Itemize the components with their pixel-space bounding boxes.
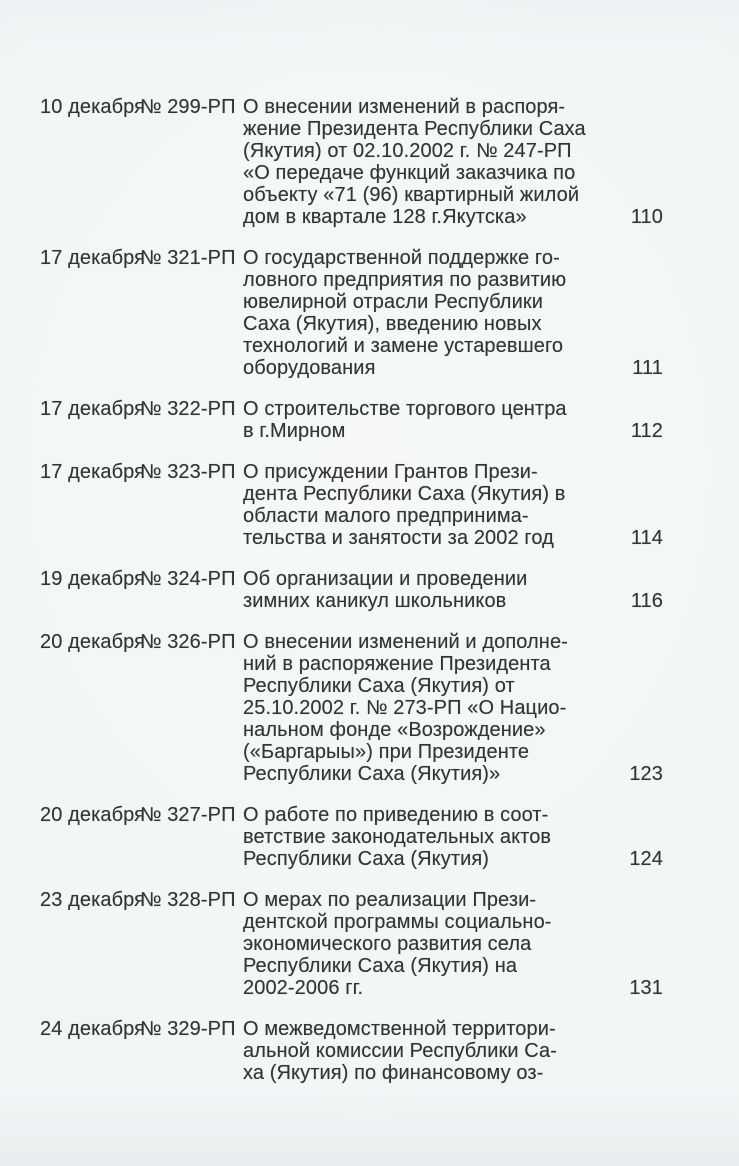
- entry-date: 20 декабря: [40, 631, 146, 653]
- entry-title: [243, 568, 611, 612]
- entry-page-number: 123: [629, 763, 663, 785]
- entry-title-line: экономического развития села: [243, 933, 532, 955]
- entry-number: № 322-РП: [140, 398, 236, 420]
- entry-title-line: (Якутия) от 02.10.2002 г. № 247-РП: [243, 140, 572, 162]
- entry-number: № 326-РП: [140, 631, 236, 653]
- entry-title-line: области малого предпринима-: [243, 505, 529, 527]
- entry-title-line: ний в распоряжение Президента: [243, 653, 551, 675]
- toc-entry: [40, 1018, 663, 1084]
- entry-title-line: О внесении изменений и дополне-: [243, 631, 568, 653]
- entry-title-line: дента Республики Саха (Якутия) в: [243, 483, 566, 505]
- entry-title-line: ловного предприятия по развитию: [243, 269, 567, 291]
- entry-title-line: ветствие законодательных актов: [243, 826, 552, 848]
- entry-title-line: О работе по приведению в соот-: [243, 804, 549, 826]
- entry-heading: [40, 804, 243, 826]
- toc-entry: [40, 631, 663, 785]
- entry-title-line: альной комиссии Республики Са-: [243, 1040, 557, 1062]
- entry-title: [243, 804, 611, 870]
- toc-entry: [40, 96, 663, 228]
- entry-title-line: ха (Якутия) по финансовому оз-: [243, 1062, 544, 1084]
- entry-page-number: 124: [629, 848, 663, 870]
- entry-number: № 323-РП: [140, 461, 236, 483]
- entry-title-line: Республики Саха (Якутия) от: [243, 675, 515, 697]
- entry-date: 17 декабря: [40, 398, 146, 420]
- entry-title-line: О государственной поддержке го-: [243, 247, 560, 269]
- entry-title-line: Саха (Якутия), введению новых: [243, 313, 542, 335]
- entry-title-line: дентской программы социально-: [243, 911, 552, 933]
- entry-title: [243, 398, 611, 442]
- entry-number: № 328-РП: [140, 889, 236, 911]
- entry-title-line: О межведомственной территори-: [243, 1018, 556, 1040]
- entry-title-line: О строительстве торгового центра: [243, 398, 567, 420]
- toc-entry: [40, 804, 663, 870]
- entry-title-line: зимних каникул школьников: [243, 590, 507, 612]
- toc-entry: [40, 889, 663, 999]
- entry-title-line: Республики Саха (Якутия): [243, 848, 490, 870]
- toc-entry: [40, 247, 663, 379]
- entry-title-line: объекту «71 (96) квартирный жилой: [243, 184, 580, 206]
- entry-heading: [40, 631, 243, 653]
- entry-number: № 321-РП: [140, 247, 236, 269]
- entry-date: 24 декабря: [40, 1018, 146, 1040]
- entry-page-number: 114: [630, 527, 663, 549]
- entry-title: [243, 461, 611, 549]
- entry-heading: [40, 889, 243, 911]
- entry-heading: [40, 247, 243, 269]
- entry-title-line: в г.Мирном: [243, 420, 346, 442]
- toc-entry: [40, 568, 663, 612]
- entry-date: 19 декабря: [40, 568, 146, 590]
- entry-page-number: 116: [630, 590, 663, 612]
- entry-number: № 329-РП: [140, 1018, 236, 1040]
- entry-date: 17 декабря: [40, 247, 146, 269]
- entry-title-line: «О передаче функций заказчика по: [243, 162, 576, 184]
- entry-heading: [40, 1018, 243, 1040]
- entry-date: 23 декабря: [40, 889, 146, 911]
- entry-title-line: 25.10.2002 г. № 273-РП «О Нацио-: [243, 697, 567, 719]
- entry-number: № 324-РП: [140, 568, 236, 590]
- entry-title-line: («Баргарыы») при Президенте: [243, 741, 530, 763]
- entry-page-number: 131: [629, 977, 663, 999]
- entry-title-line: Республики Саха (Якутия)»: [243, 763, 501, 785]
- toc-entry: [40, 461, 663, 549]
- entry-number: № 299-РП: [140, 96, 236, 118]
- entry-title-line: 2002-2006 гг.: [243, 977, 364, 999]
- entry-title: [243, 96, 611, 228]
- entry-title-line: тельства и занятости за 2002 год: [243, 527, 554, 549]
- entry-title-line: Республики Саха (Якутия) на: [243, 955, 518, 977]
- entry-title-line: О мерах по реализации Прези-: [243, 889, 537, 911]
- toc-entry: [40, 398, 663, 442]
- entry-title-line: О присуждении Грантов Прези-: [243, 461, 538, 483]
- toc-list: [40, 96, 663, 1084]
- entry-heading: [40, 568, 243, 590]
- entry-title-line: дом в квартале 128 г.Якутска»: [243, 206, 527, 228]
- entry-page-number: 111: [632, 357, 663, 379]
- entry-date: 10 декабря: [40, 96, 146, 118]
- entry-heading: [40, 461, 243, 483]
- entry-title-line: ювелирной отрасли Республики: [243, 291, 543, 313]
- entry-page-number: 110: [630, 206, 663, 228]
- entry-title: [243, 1018, 611, 1084]
- entry-title-line: технологий и замене устаревшего: [243, 335, 564, 357]
- entry-title: [243, 247, 611, 379]
- entry-heading: [40, 398, 243, 420]
- entry-title-line: О внесении изменений в распоря-: [243, 96, 566, 118]
- entry-title-line: нальном фонде «Возрождение»: [243, 719, 546, 741]
- entry-page-number: 112: [630, 420, 663, 442]
- entry-heading: [40, 96, 243, 118]
- entry-title-line: оборудования: [243, 357, 376, 379]
- entry-title-line: жение Президента Республики Саха: [243, 118, 586, 140]
- entry-date: 20 декабря: [40, 804, 146, 826]
- entry-number: № 327-РП: [140, 804, 236, 826]
- entry-title-line: Об организации и проведении: [243, 568, 528, 590]
- entry-title: [243, 631, 611, 785]
- entry-title: [243, 889, 611, 999]
- entry-date: 17 декабря: [40, 461, 146, 483]
